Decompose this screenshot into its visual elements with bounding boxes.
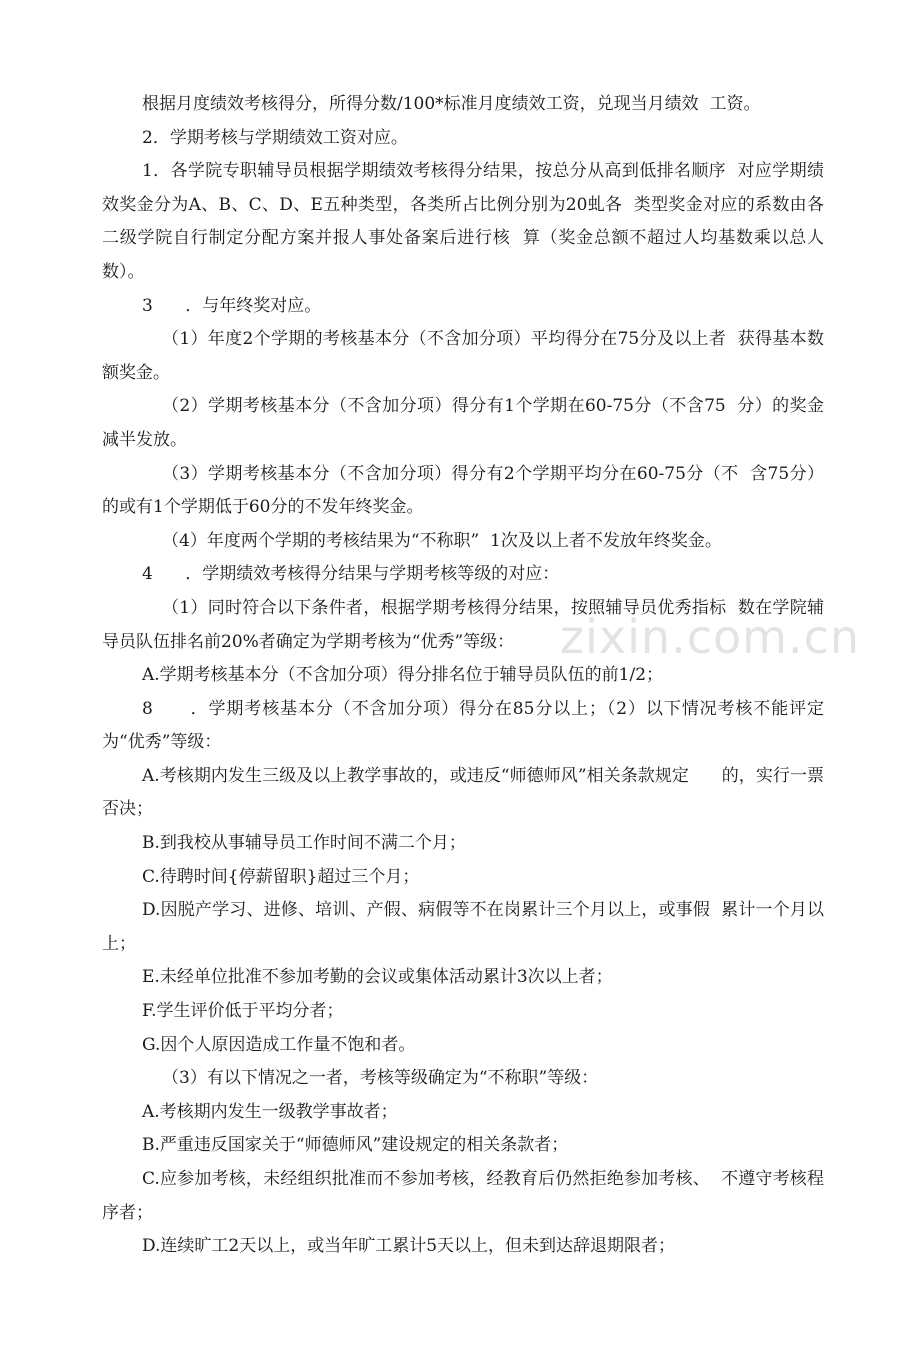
paragraph: F.学生评价低于平均分者； [142, 1001, 344, 1022]
paragraph: C.待聘时间{停薪留职}超过三个月； [142, 866, 420, 887]
paragraph: A.考核期内发生三级及以上教学事故的，或违反“师德师风”相关条款规定 的，实行一票否决； [102, 765, 824, 820]
paragraph: （3）学期考核基本分（不含加分项）得分有2个学期平均分在60-75分（不 含75分）的或有1个学期低于60分的不发年终奖金。 [102, 463, 824, 518]
document-body [102, 88, 824, 1264]
paragraph: 8 ．学期考核基本分（不含加分项）得分在85分以上；（2）以下情况考核不能评定为“优秀”等级： [102, 698, 824, 753]
paragraph: G.因个人原因造成工作量不饱和者。 [142, 1034, 416, 1055]
paragraph: B.严重违反国家关于“师德师风”建设规定的相关条款者； [142, 1135, 569, 1156]
paragraph: 2．学期考核与学期绩效工资对应。 [142, 127, 408, 148]
paragraph: E.未经单位批准不参加考勤的会议或集体活动累计3次以上者； [142, 967, 613, 988]
paragraph: （1）同时符合以下条件者，根据学期考核得分结果，按照辅导员优秀指标 数在学院辅导员队伍排名前20%者确定为学期考核为“优秀”等级： [102, 597, 824, 652]
paragraph: D.因脱产学习、进修、培训、产假、病假等不在岗累计三个月以上，或事假 累计一个月以上； [102, 900, 824, 954]
paragraph: A.学期考核基本分（不含加分项）得分排名位于辅导员队伍的前1/2； [142, 665, 664, 686]
paragraph: 4 ．学期绩效考核得分结果与学期考核等级的对应： [142, 564, 560, 585]
paragraph: B.到我校从事辅导员工作时间不满二个月； [142, 833, 466, 854]
paragraph: D.连续旷工2天以上，或当年旷工累计5天以上，但未到达辞退期限者； [142, 1236, 676, 1257]
paragraph: 1．各学院专职辅导员根据学期绩效考核得分结果，按总分从高到低排名顺序 对应学期绩效奖金分为A、B、C、D、E五种类型，各类所占比例分别为20虬各 类型奖金对应的系数由各二级学院自行制定分配方案并报人事处备案后进行核 算（奖金总额不超过人均基数乘以总人数）。 [102, 161, 824, 282]
paragraph: （3）有以下情况之一者，考核等级确定为“不称职”等级： [162, 1068, 599, 1089]
paragraph: （1）年度2个学期的考核基本分（不含加分项）平均得分在75分及以上者 获得基本数额奖金。 [102, 329, 824, 383]
paragraph: A.考核期内发生一级教学事故者； [142, 1101, 398, 1122]
paragraph: 根据月度绩效考核得分，所得分数/100*标准月度绩效工资，兑现当月绩效 工资。 [142, 94, 761, 114]
watermark: zixin.com.cn [560, 610, 861, 664]
paragraph: （2）学期考核基本分（不含加分项）得分有1个学期在60-75分（不含75 分）的奖金减半发放。 [102, 396, 824, 450]
paragraph: 3 ．与年终奖对应。 [142, 295, 322, 316]
paragraph: C.应参加考核，未经组织批准而不参加考核，经教育后仍然拒绝参加考核、 不遵守考核程序者； [102, 1169, 824, 1223]
paragraph: （4）年度两个学期的考核结果为“不称职” 1次及以上者不发放年终奖金。 [162, 530, 722, 551]
